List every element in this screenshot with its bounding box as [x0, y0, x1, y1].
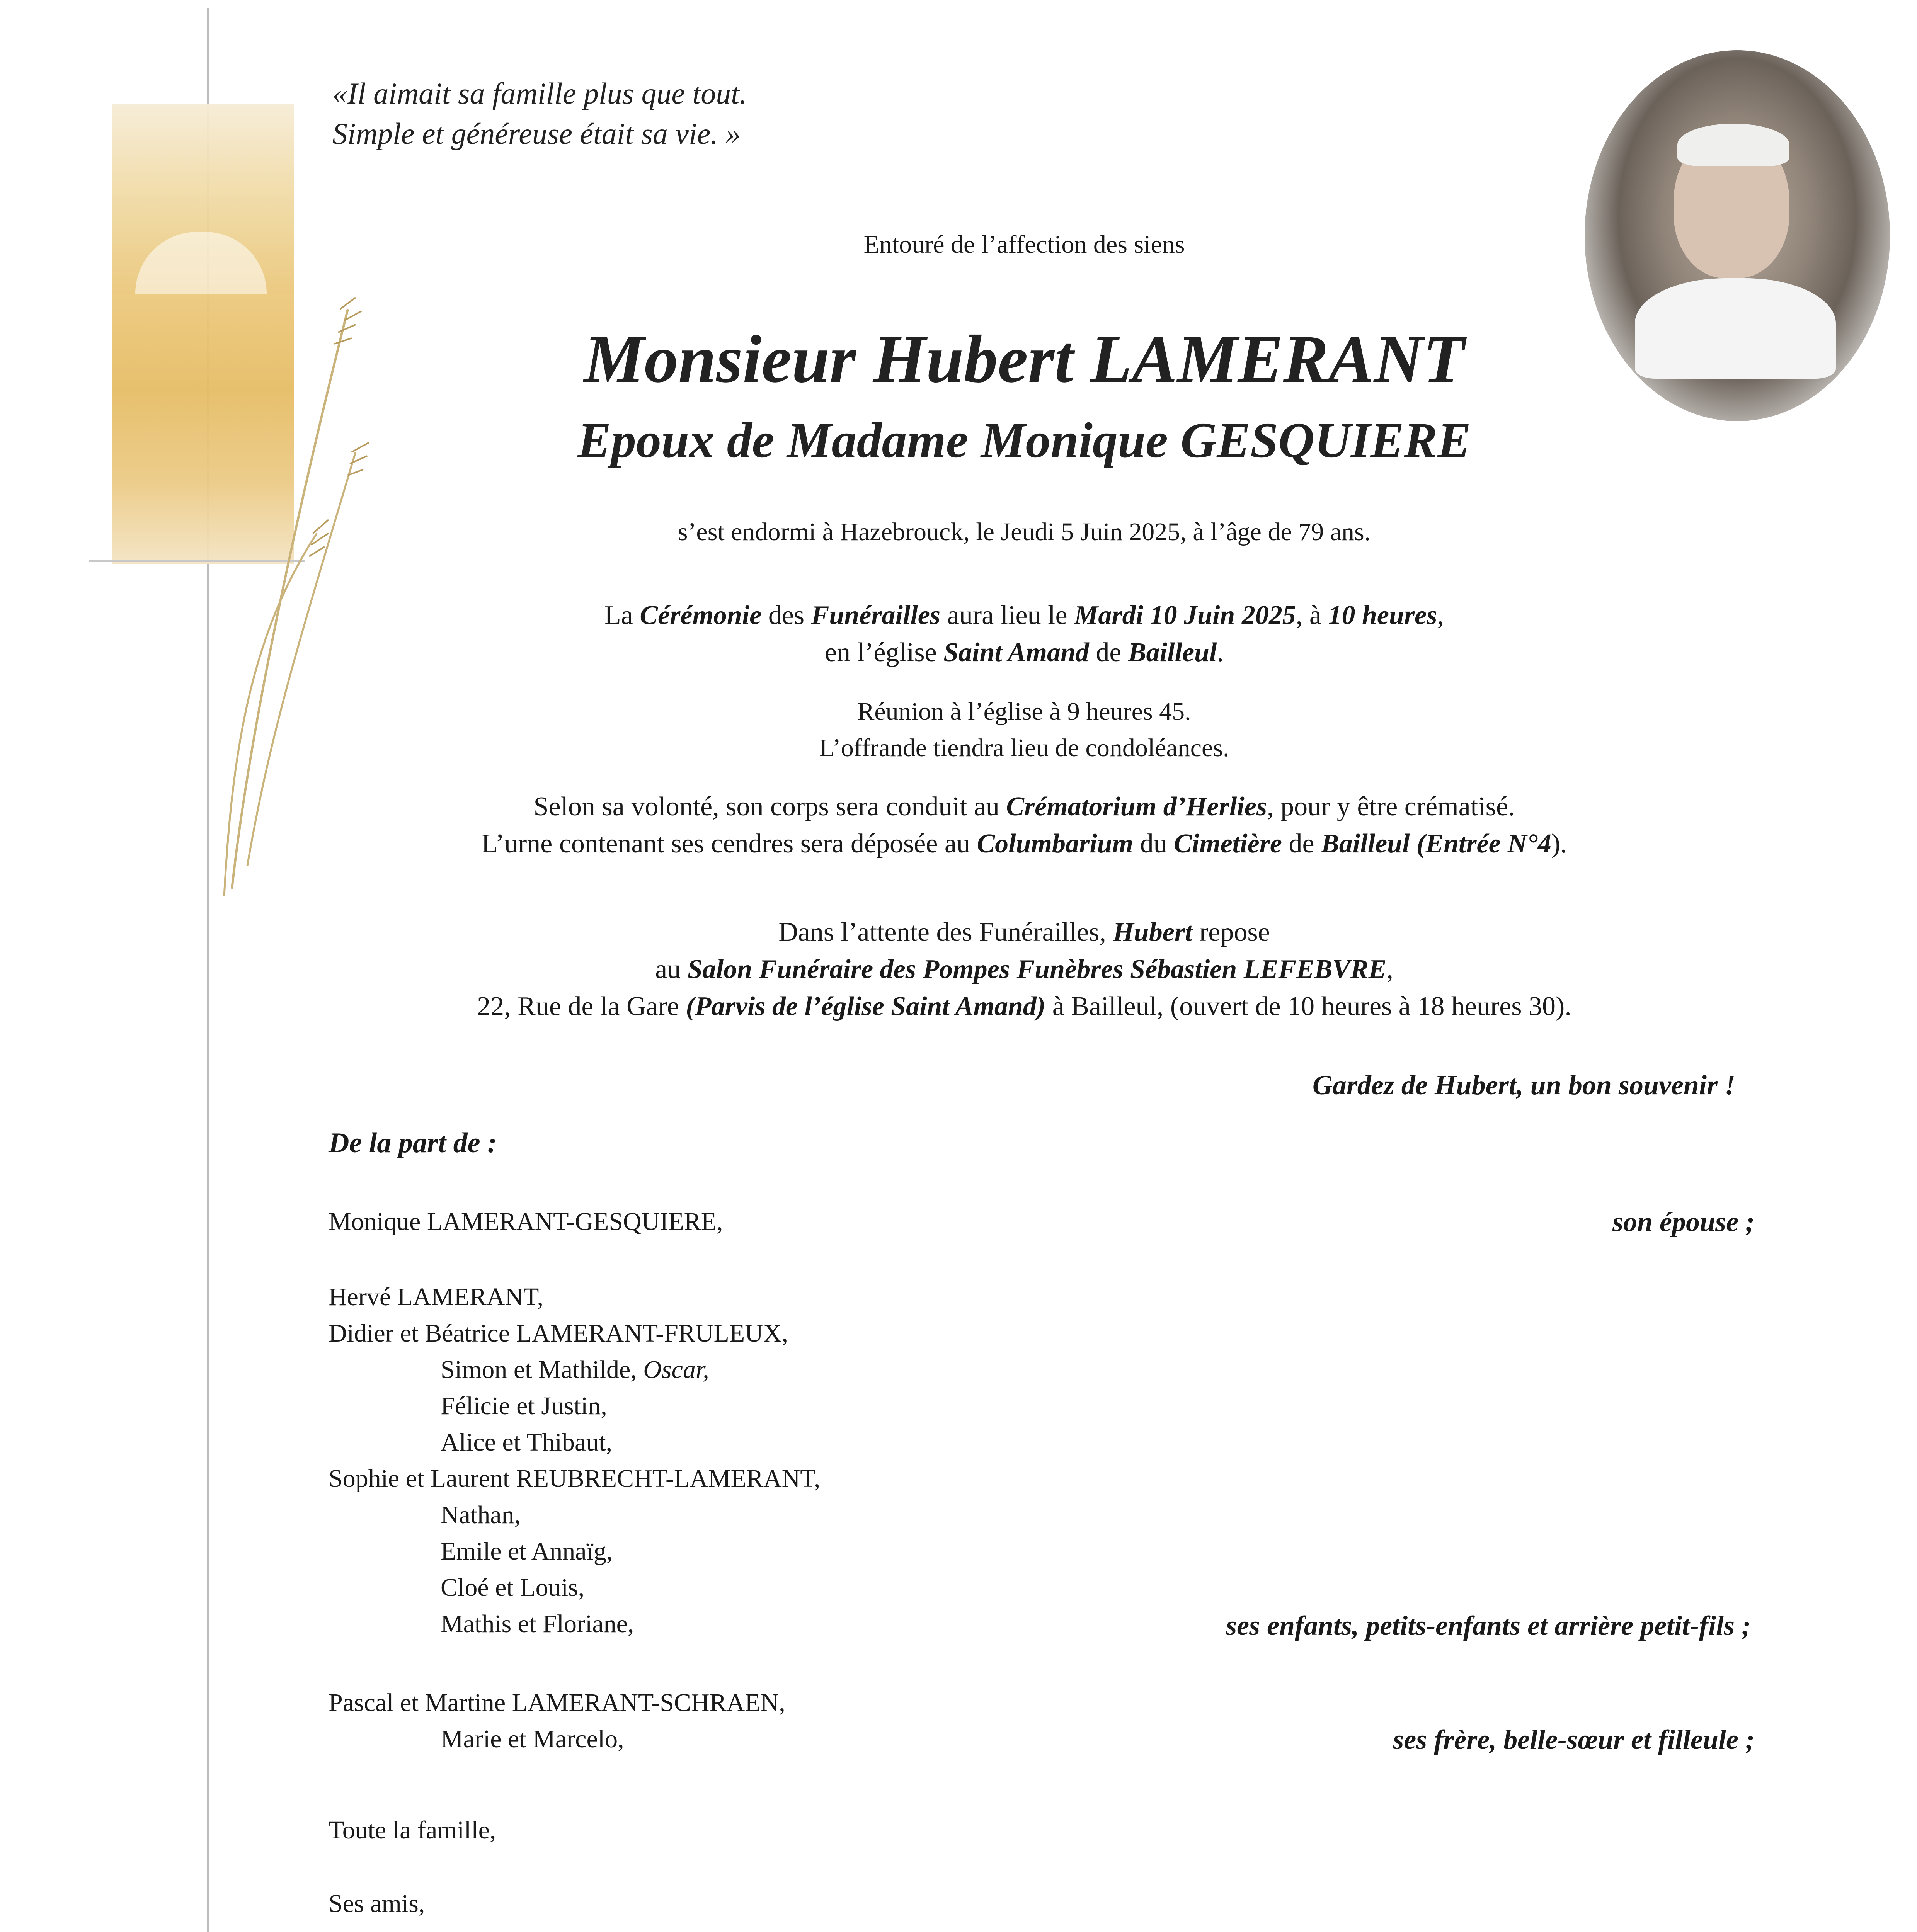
family-all: Toute la famille,	[329, 1816, 496, 1844]
rest-line-2	[232, 951, 1817, 988]
rest-text: ,	[1386, 954, 1393, 984]
ceremony-text: en l’église	[825, 638, 944, 667]
meeting-line-2: L’offrande tiendra lieu de condoléances.	[819, 734, 1229, 762]
list-item: Hervé LAMERANT,	[329, 1283, 543, 1311]
portrait-shirt	[1635, 278, 1836, 379]
list-item: Marie et Marcelo,	[441, 1725, 624, 1753]
rest-first-name: Hubert	[1113, 917, 1193, 947]
ceremony-date: Mardi 10 Juin 2025	[1074, 600, 1296, 630]
cremation-text: , pour y être crématisé.	[1267, 792, 1515, 821]
cemetery-entrance: (Entrée N°4	[1416, 829, 1551, 859]
ceremony-text: aura lieu le	[940, 600, 1074, 630]
ceremony-text: des	[761, 600, 811, 630]
ceremony-text: La	[604, 600, 640, 630]
crematorium-name: Crématorium d’Herlies	[1006, 792, 1267, 821]
list-item: Nathan,	[441, 1501, 521, 1529]
ceremony-block	[309, 597, 1739, 671]
funeral-home-name: Salon Funéraire des Pompes Funèbres Sébastien LEFEBVRE	[687, 954, 1387, 984]
spouse-line: Epoux de Madame Monique GESQUIERE	[577, 413, 1471, 468]
church-name: Saint Amand	[943, 638, 1089, 667]
rest-text: Dans l’attente des Funérailles,	[778, 917, 1113, 947]
cremation-text	[1410, 829, 1417, 859]
family-brother-relation: ses frère, belle-sœur et filleule ;	[1393, 1724, 1755, 1755]
rest-location-note: (Parvis de l’église Saint Amand)	[686, 992, 1046, 1021]
ceremony-hour: 10 heures	[1328, 600, 1437, 630]
rest-text: à Bailleul, (ouvert de 10 heures à 18 heures 30).	[1045, 992, 1571, 1021]
list-item: Pascal et Martine LAMERANT-SCHRAEN,	[329, 1689, 785, 1717]
great-grandchild-name: Oscar,	[643, 1355, 709, 1384]
funeral-word: Funérailles	[811, 600, 941, 630]
cremation-line-2	[232, 825, 1817, 862]
list-item: Sophie et Laurent REUBRECHT-LAMERANT,	[329, 1464, 821, 1493]
list-item: Emile et Annaïg,	[441, 1537, 613, 1565]
cremation-block	[232, 788, 1817, 862]
cemetery-word: Cimetière	[1174, 829, 1282, 859]
family-wife: Monique LAMERANT-GESQUIERE,	[329, 1208, 723, 1236]
ceremony-line-2	[309, 634, 1739, 671]
family-wife-relation: son épouse ;	[1612, 1206, 1755, 1237]
cremation-text: du	[1133, 829, 1174, 859]
ceremony-text: de	[1089, 638, 1128, 667]
list-item: Alice et Thibaut,	[441, 1428, 613, 1456]
family-children-relation: ses enfants, petits-enfants et arrière petit-fils ;	[1226, 1610, 1751, 1641]
family-brother-list	[329, 1685, 785, 1757]
cremation-text: de	[1282, 829, 1321, 859]
cremation-text: ).	[1551, 829, 1567, 859]
ceremony-line-1	[309, 597, 1739, 634]
quote-line-2: Simple et généreuse était sa vie. »	[332, 117, 741, 150]
intro-text: Entouré de l’affection des siens	[863, 230, 1185, 259]
list-item: Didier et Béatrice LAMERANT-FRULEUX,	[329, 1319, 788, 1347]
ceremony-text: .	[1217, 638, 1224, 667]
meeting-line-1: Réunion à l’église à 9 heures 45.	[857, 697, 1191, 726]
ceremony-text: ,	[1437, 600, 1444, 630]
columbarium-word: Columbarium	[977, 829, 1134, 859]
family-friends: Ses amis,	[329, 1889, 425, 1918]
death-announcement: s’est endormi à Hazebrouck, le Jeudi 5 Juin 2025, à l’âge de 79 ans.	[678, 518, 1371, 546]
list-item: Mathis et Floriane,	[441, 1610, 634, 1638]
quote-line-1: «Il aimait sa famille plus que tout.	[332, 77, 747, 110]
rest-text: 22, Rue de la Gare	[477, 992, 686, 1021]
meeting-block	[386, 694, 1662, 766]
list-item: Félicie et Justin,	[441, 1392, 607, 1420]
ceremony-word: Cérémonie	[640, 600, 762, 630]
rest-line-1	[232, 914, 1817, 951]
cremation-text: L’urne contenant ses cendres sera déposée au	[481, 829, 977, 859]
rest-text: au	[655, 954, 688, 984]
family-children-list	[329, 1279, 820, 1642]
cremation-text: Selon sa volonté, son corps sera conduit au	[533, 792, 1006, 821]
ceremony-text: , à	[1296, 600, 1328, 630]
ceremony-city: Bailleul	[1128, 638, 1217, 667]
grandchild-names: Simon et Mathilde,	[441, 1355, 644, 1384]
rest-line-3	[232, 988, 1817, 1025]
from-label: De la part de :	[329, 1127, 497, 1159]
cemetery-city: Bailleul	[1321, 829, 1410, 859]
remember-line: Gardez de Hubert, un bon souvenir !	[1312, 1070, 1735, 1100]
portrait-hair	[1677, 124, 1789, 166]
rest-block	[232, 914, 1817, 1025]
rest-text: repose	[1192, 917, 1270, 947]
list-item	[329, 1352, 820, 1388]
quote	[332, 73, 747, 154]
list-item: Cloé et Louis,	[441, 1573, 585, 1602]
deceased-name: Monsieur Hubert LAMERANT	[584, 321, 1465, 397]
cremation-line-1	[232, 788, 1817, 825]
